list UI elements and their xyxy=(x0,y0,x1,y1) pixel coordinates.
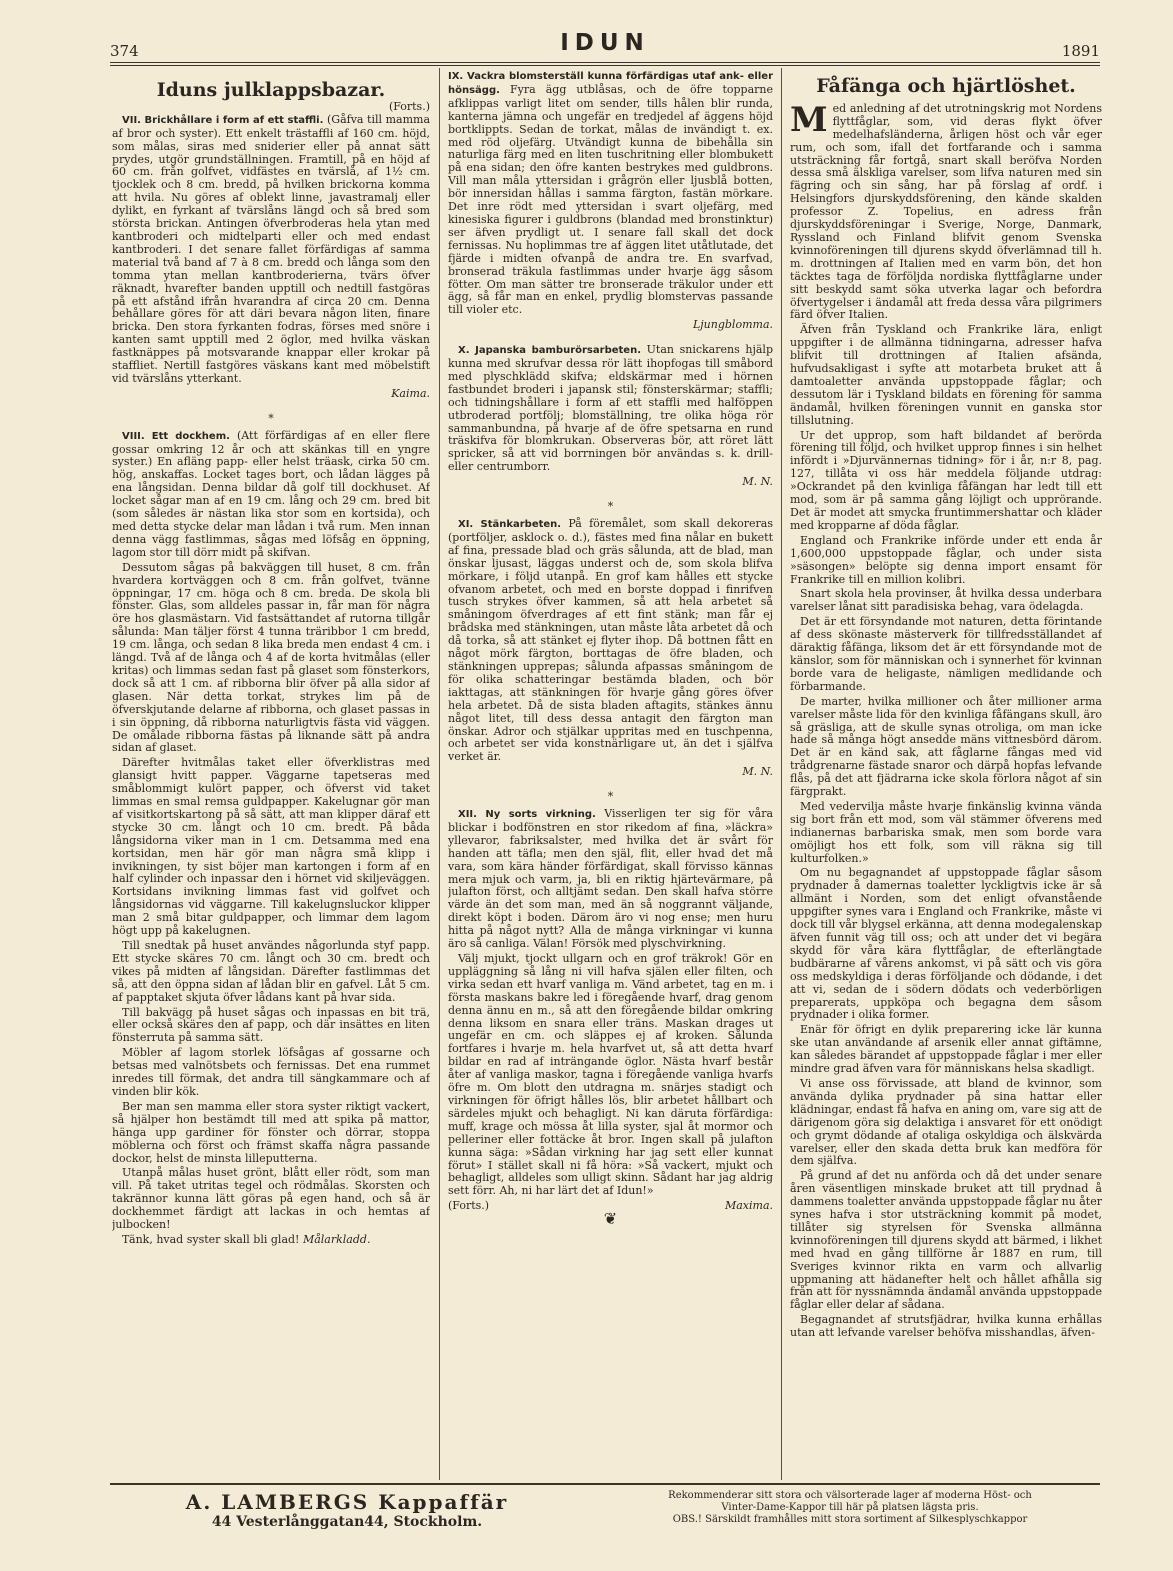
paragraph: Välj mjukt, tjockt ullgarn och en grof träkrok! Gör en uppläggning så lång ni vill hafva själen eller filten, och virka sedan ett hvarf vanliga m. Vänd arbetet, tag en m. i första maskans bakre led i föregående hvarf, drag genom denna ännu en m., så att den föregående bildar omkring denna liksom en snara eller träns. Maskan drages ut ungefär en cm. och släppes ej af kroken. Sålunda fortfares i hvarje m. hela hvarfvet ut, så att detta hvarf bildar en rad af inträngande öglor. Nästa hvarf består åter af vanliga maskor, tagna i föregående vanliga hvarfs öfre m. Om blott den utdragna m. snärjes stadigt och virkningen för öfrigt hålles lös, blir arbetet hållbart och särdeles mjukt och behagligt. Ni kan däruta förfärdiga: muff, krage och mössa åt lilla syster, sjal åt mormor och pelleriner eller fottäcke åt bror. Ingen skall på julafton kunna säga: »Sådan virkning har jag sett eller kunnat förut» I stället skall ni få höra: »Så vackert, mjukt och behagligt, alldeles som ulligt skinn. Sådant har jag aldrig sett förr. Ah, ni har lärt det af Idun!» xyxy=(448,952,773,1198)
section-heading: VII. Brickhållare i form af ett staffli. xyxy=(122,114,324,126)
paragraph: På föremålet, som skall dekoreras (portföljer, asklock o. d.), fästes med fina nålar en bukett af fina, pressade blad och gräs sålunda, att de blad, man önskar ljusast, läggas underst och de, som skola blifva mörkare, i följd utanpå. En grof kam hålles ett stycke ofvanom arbetet, och med en borste doppad i finrifven tusch strykes öfver kammen, så att hela arbetet så småningom öfverdrages af ett fint stänk; man får ej brådska med stänkningen, utan måste låta arbetet då och då torka, så att stänket ej flyter ihop. Då bottnen fått en något mörk färgton, borttagas de öfre bladen, och stänkningen upprepas; sålunda afpassas småningom de för olika schatteringar bestämda bladen, och bör iakttagas, att stänkningen för hvarje gång göres öfver hela arbetet. Då de sista bladen aftagits, stänkes ännu något litet, till dess dessa antagit den färgton man önskar. Adror och stjälkar uppritas med en tuschpenna, och arbetet ser vida konstnärligare ut, än det i själfva verket är. xyxy=(448,517,773,764)
signature: M. N. xyxy=(742,475,773,489)
signature: Ljungblomma. xyxy=(692,318,773,332)
drop-cap: M xyxy=(790,99,828,140)
paragraph: Utan snickarens hjälp kunna med skrufvar dessa rör lätt ihopfogas till småbord med plyschklädd skifva; eldskärmar med i hörnen fastbundet broderi i japansk stil; fönsterskärmar; staffli; och tidningshållare i form af ett staffli med halföppen utbroderad portfölj; blomställning, tre olika höga rör sammanbundna, på hvarje af de öfre spetsarna en rund träskifva för blomkrukan. Observeras bör, att röret lätt spricker, så att vid borrningen bör användas s. k. drill- eller centrumborr. xyxy=(448,343,773,474)
section-heading: IX. Vackra blomsterställ kunna förfärdigas utaf ank- eller hönsägg. xyxy=(448,71,773,96)
paragraph: Enär för öfrigt en dylik preparering icke lär kunna ske utan användande af arsenik eller annat giftämne, kan således bärandet af uppstoppade fåglar i mer eller mindre grad äfven vara för människans helsa skadligt. xyxy=(790,1023,1102,1076)
paragraph: (Gåfva till mamma af bror och syster). Ett enkelt trästaffli af 160 cm. höjd, som målas, siras med sniderier eller på annat sätt prydes, utgör grundställningen. Framtill, på en höjd af 60 cm. från golfvet, vidfästes en tvärslå, af 1½ cm. tjocklek och 8 cm. bredd, på hvilken brickorna komma att hvila. Nu göres af oblekt linne, javastramalj eller dylikt, en fyrkant af tvärslåns längd och så bred som största brickan. Antingen öfverbroderas hela ytan med kantbroderi och midtelparti eller och med endast kantbroderi. I det senare fallet förfärdigas af samma material två band af 7 à 8 cm. bredd och långa som den tomma ytan mellan kantbroderierna, tvärs öfver räknadt, hvarefter banden upptill och nedtill fastgöras på ett afstånd ifrån hvarandra af circa 20 cm. Denna behållare göres för att däri bevara någon liten, finare bricka. Den stora fyrkanten fodras, förses med snöre i kanten samt upptill med 2 öglor, med hvilka väskan fastknäppes på motsvarande knappar eller krokar på staffliet. Nertill fastgöres väskans kant med möbelstift vid tvärslåns ytterkant. xyxy=(112,112,430,385)
paragraph: Om nu begagnandet af uppstoppade fåglar såsom prydnader å damernas toaletter lyckligtvis icke är så allmänt i Norden, som det enligt ofvanstående uppgifter synes vara i England och Frankrike, måste vi dock till vår blygsel erkänna, att denna modegalenskap äfven funnit väg till oss; och att under det vi begära skydd för våra kära flyttfåglar, de efterlängtade budbärarne af vårens ankomst, vi på sätt och vis göra oss medskyldiga i deras förföljande och dödande, i det att vi, sedan de i södern dödats och vederbörligen preparerats, uppköpa och begagna dem såsom prydnader i olika former. xyxy=(790,866,1102,1022)
column-divider-2 xyxy=(781,68,782,1480)
section-heading: XI. Stänkarbeten. xyxy=(458,519,562,530)
paragraph: Till snedtak på huset användes någorlunda styf papp. Ett stycke skäres 70 cm. långt och 30 cm. bredt och vikes på midten af långsidan. Därefter fastlimmas det så, att den öppna sidan af lådan blir en gafvel. Låt 5 cm. af papptaket skjuta öfver lådans kant på hvar sida. xyxy=(112,939,430,1004)
paragraph: Utanpå målas huset grönt, blått eller rödt, som man vill. På taket utritas tegel och rödmålas. Skorsten och takrännor kunna lätt göras på egen hand, och så är dockhemmet färdigt att lackas in och hemtas af julbocken! xyxy=(112,1166,430,1232)
paragraph: ed anledning af det utrotningskrig mot Nordens flyttfåglar, som, vid deras flykt öfver medelhafsländerna, årligen höst och vår eger rum, och som, ifall det fortfarande och i samma utsträckning får fortgå, snart skall beröfva Norden dessa små älskliga varelser, som lifva naturen med sin fägring och sin sång, har på förslag af ordf. i Helsingfors djurskyddsförening, den kände skalden professor Z. Topelius, en adress från djurskyddsföreningar i Sverige, Norge, Danmark, Ryssland och Finland blifvit genom Svenska kvinnoföreningen till djurens skydd öfverlämnad till h. m. drottningen af Italien med en varm bön, det hon täcktes taga de förföljda nordiska flyttfåglarne under sitt beskydd samt söka utverka lagar och befordra öfvertygelser i ändamål att freda dessa våra pilgrimers färd öfver Italien. xyxy=(790,101,1102,322)
masthead: IDUN xyxy=(560,30,650,56)
paragraph: Ur det upprop, som haft bildandet af berörda förening till följd, och hvilket upprop finnes i sin helhet infördt i »Djurvännernas tidning» för i år, n:r 8, pag. 127, tillåta vi oss här meddela följande utdrag: »Ockrandet på den kvinliga fåfängan har ledt till ett mod, som är på samma gång löjligt och upprörande. Det är modet att smycka fruntimmershattar och kläder med kropparne af döda fåglar. xyxy=(790,428,1102,532)
column-1 xyxy=(112,70,430,1478)
paragraph: Ber man sen mamma eller stora syster riktigt vackert, så hjälper hon bestämdt till med att spika på mattor, hänga upp gardiner för fönster och dörrar, stoppa möblerna och först och främst skaffa några passande dockor, helst de minsta lilleputterna. xyxy=(112,1099,430,1165)
advertisement-text xyxy=(600,1490,1100,1526)
separator-star: * xyxy=(607,500,614,514)
page-year: 1891 xyxy=(1061,42,1100,60)
paragraph: Vi anse oss förvissade, att bland de kvinnor, som använda dylika prydnader på sina hattar eller klädningar, endast få hafva en aning om, vare sig att de därigenom göra sig delaktiga i ansvaret för ett onödigt och grymt dödande af otaliga oskyldiga och älskvärda varelser, eller den skada detta bruk kan medföra för dem själfva. xyxy=(790,1076,1102,1168)
article-title-fafanga: Fåfänga och hjärtlöshet. xyxy=(816,75,1076,97)
page-number-left: 374 xyxy=(110,42,139,60)
page-header xyxy=(110,30,1100,62)
ad-address: 44 Vesterlånggatan44, Stockholm. xyxy=(211,1514,483,1530)
paragraph: Dessutom sågas på bakväggen till huset, 8 cm. från hvardera kortväggen och 8 cm. från golfvet, tvänne öppningar, 17 cm. höga och 8 cm. breda. De skola bli fönster. Glas, som alldeles passar in, får man för några öre hos glasmästarn. Vid fastsättandet af rutorna tillgår sålunda: Man täljer först 4 tunna träribbor 1 cm bredd, 19 cm. långa, och sedan 8 lika breda men endast 4 cm. i längd. Två af de långa och 4 af de korta hvitmålas (eller kritas) och limmas sedan fast på glaset som fönsterkors, dock så att 1 cm. af ribborna blir öfver på alla sidor af glasen. När detta torkat, strykes lim på de öfverskjutande delarne af ribborna, och glaset passas in i sin öppning, då ribborna naturligtvis fästa vid väggen. De omålade ribborna fästas på liknande sätt på andra sidan af glaset. xyxy=(112,560,430,755)
paragraph: Fyra ägg utblåsas, och de öfre topparne afklippas varligt litet om sender, tills hålen blir runda, kanterna jämna och ungefär en tredjedel af äggens höjd bortklippts. Sedan de torkat, målas de invändigt t. ex. med röd oljefärg. Utvändigt kunna de bibehålla sin naturliga färg med en liten tuschritning eller blombukett på ena sidan; den öfre kanten bestrykes med guldbrons. Vill man måla yttersidan i grågrön eller ljusblå botten, bör innersidan hållas i samma färgton, fastän mörkare. Det inre rödt med yttersidan i svart oljefärg, med kinesiska figurer i guldbrons (blandad med bronstinktur) ser äfven prydligt ut. I senare fall skall det dock fernissas. Nu hoplimmas tre af äggen litet utåtlutade, det fjärde i midten ofvanpå de andra tre. En svarfvad, bronserad träkula fastlimmas under hvarje ägg såsom fötter. Om man sätter tre bronserade träkulor under ett ägg, så får man en enkel, prydlig blomstervas passande till violer etc. xyxy=(448,82,773,317)
signature: Målarkladd. xyxy=(302,1232,371,1246)
paragraph: Därefter hvitmålas taket eller öfverklistras med glansigt hvitt papper. Väggarne tapetseras med småblommigt kulört papper, och öfverst vid taket limmas en smal remsa guldpapper. Kakelugnar gör man af visitkortskartong på så sätt, att man klipper däraf ett stycke 30 cm. långt och 10 cm. bredt. På båda långsidorna viker man in 1 cm. Detsamma med ena kortsidan, men här gör man några små klipp i invikningen, ty sist böjer man kartongen i form af en half cylinder och inpassar den i hörnet vid skiljeväggen. Kortsidans invikning limmas fast vid golfvet och långsidornas vid väggarne. Till kakelugnsluckor klipper man 2 små bitar guldpapper, och limmar dem lagom högt upp på kakelugnen. xyxy=(112,756,430,938)
paragraph: Det är ett försyndande mot naturen, detta förintande af dess skönaste mästerverk för tillfredsställandet af däraktig fåfänga, liksom det är ett försyndande mot de känslor, som för människan och i synnerhet för kvinnan borde vara de heligaste, nämligen medlidande och förbarmande. xyxy=(790,615,1102,693)
paragraph: England och Frankrike införde under ett enda år 1,600,000 uppstoppade fåglar, och under sista »säsongen» belöpte sig denna import ensamt för Frankrike till en million kolibri. xyxy=(790,533,1102,586)
paragraph: De marter, hvilka millioner och åter millioner arma varelser måste lida för den kvinliga fåfängans skull, äro så gräsliga, att de skulle synas otroliga, om man icke hade så många högt ansedde mäns vittnesbörd därom. Det är en känd sak, att fåglarne fångas med vid trådgrenarne fästade snaror och därpå hopfas lefvande flås, på det att fjädrarna icke skola förlora något af sin färgprakt. xyxy=(790,694,1102,799)
paragraph: Begagnandet af strutsfjädrar, hvilka kunna erhållas utan att lefvande varelser behöfva misshandlas, äfven- xyxy=(790,1313,1102,1340)
paragraph: Möbler af lagom storlek löfsågas af gossarne och betsas med valnötsbets och fernissas. Det ena rummet inredes till förmak, det andra till sängkammare och af vinden blir kök. xyxy=(112,1046,430,1098)
continued-note: (Forts.) xyxy=(388,99,430,113)
section-heading: VIII. Ett dockhem. xyxy=(122,430,230,442)
header-rule-2 xyxy=(110,65,1100,66)
paragraph: Snart skola hela provinser, åt hvilka dessa underbara varelser lånat sitt paradisiska behag, vara ödelagda. xyxy=(790,587,1102,614)
ornament-icon: ❦ xyxy=(603,1209,618,1229)
section-heading: XII. Ny sorts virkning. xyxy=(458,809,596,821)
header-rule xyxy=(110,62,1100,63)
ad-line: Vinter-Dame-Kappor till här på platsen lägsta pris. xyxy=(721,1502,979,1513)
paragraph: Visserligen ter sig för våra blickar i bodfönstren en stor rikedom af fina, »läckra» yllevaror, fabriksalster, med hvilka det är svårt för handen att täfla; men den själ, flit, eller hvad det må vara, som kära händer förfärdigat, skall förvisso kännas mera mjuk och varm, ja, bli en riktig hjärtevärmare, på julafton först, och alltjämt sedan. Den skall hafva större värde än det som man, med än så noggrannt väljande, direkt köpt i boden. Därom äro vi nog ense; men huru hitta på något nytt? Alla de många virkningar vi kunna äro så canliga. Välan! Försök med plyschvirkning. xyxy=(448,807,773,951)
signature: Maxima. xyxy=(724,1199,773,1213)
section-heading: X. Japanska bamburörsarbeten. xyxy=(458,345,641,357)
signature: M. N. xyxy=(742,765,773,779)
paragraph: Tänk, hvad syster skall bli glad! xyxy=(122,1232,300,1246)
paragraph: Äfven från Tyskland och Frankrike lära, enligt uppgifter i de allmänna tidningarna, adresser hafva blifvit till drottningen af Italien afsända, hufvudsakligast i syfte att motarbeta bruket att å damtoaletter använda uppstoppade fåglar; och dessutom lär i Tyskland bildats en förening för samma ändamål, hvilken föreningen vunnit en ganska stor tillslutning. xyxy=(790,323,1102,427)
article-title-julklappsbazar: Iduns julklappsbazar. xyxy=(156,79,386,101)
footer-rule xyxy=(110,1483,1100,1485)
separator-star: * xyxy=(268,411,274,425)
column-3 xyxy=(790,70,1102,1478)
ad-firm-name: A. LAMBERGS Kappaffär xyxy=(185,1490,509,1514)
column-2 xyxy=(448,70,773,1478)
paragraph: (Att förfärdigas af en eller flere gossar omkring 12 år och att skänkas till en yngre syster.) En afläng papp- eller helst träask, cirka 50 cm. hög, anskaffas. Locket tages bort, och lådan lägges på ena långsidan. Denna bildar då golf till dockhuset. Af locket sågar man af en 19 cm. lång och 29 cm. bred bit (som således är nästan lika stor som en kortsida), och med detta stycke delar man lådan i två rum. Men innan denna vägg fastlimmas, sågas med löfsåg en öppning, lagom stor till dörr midt på skifvan. xyxy=(112,428,430,559)
paragraph: Med vedervilja måste hvarje finkänslig kvinna vända sig bort från ett mod, som väl stämmer öfverens med indianernas barbariska smak, men som borde vara omöjligt hos ett folk, som vill räkna sig till kulturfolken.» xyxy=(790,799,1102,865)
paragraph: På grund af det nu anförda och då det under senare åren väsentligen minskade bruket att till prydnad å dammens toaletter använda uppstoppade fåglar nu åter synes hafva i stor utsträckning kommit på modet, tillåter sig styrelsen för Svenska allmänna kvinnoföreningen till djurens skydd att bärmed, i likhet med hvad en gång tillförne år 1887 en rum, till Sveriges kvinnor rikta en varm och allvarlig uppmaning att hädanefter helt och hållet afhålla sig från att för nyssnämnda ändamål använda uppstoppade fåglar eller delar af sådana. xyxy=(790,1169,1102,1312)
column-divider-1 xyxy=(439,68,440,1480)
paragraph: Till bakvägg på huset sågas och inpassas en bit trä, eller också skäres den af papp, och där insättes en liten fönsterruta på samma sätt. xyxy=(112,1005,430,1045)
ad-line: Rekommenderar sitt stora och välsorterade lager af moderna Höst- och xyxy=(668,1490,1032,1501)
separator-star-2: * xyxy=(607,790,614,804)
ad-line: OBS.! Särskildt framhålles mitt stora sortiment af Silkesplyschkappor xyxy=(672,1514,1028,1525)
signature: Kaima. xyxy=(391,386,430,400)
advertisement-lamberg xyxy=(112,1490,582,1530)
continued-note: (Forts.) xyxy=(448,1199,490,1213)
